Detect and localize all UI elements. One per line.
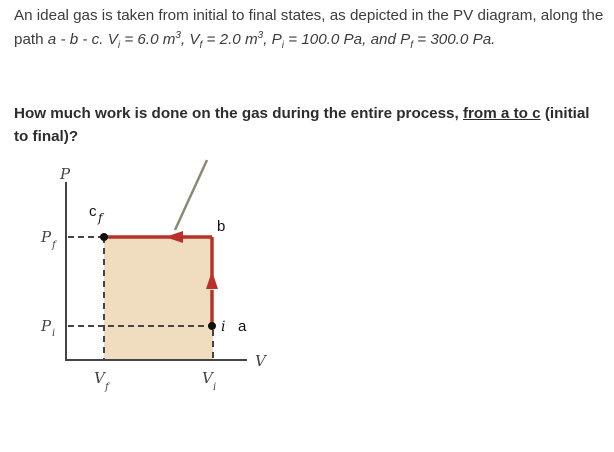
vi-tick-label: V bbox=[202, 369, 213, 387]
problem-path: a - b - c. bbox=[47, 31, 104, 48]
pf-label: P bbox=[400, 31, 411, 48]
point-b-label: b bbox=[217, 218, 226, 235]
vi-label: V bbox=[107, 31, 118, 48]
pi-tick-sub: i bbox=[52, 328, 56, 339]
question-suffix: (initial to final)? bbox=[14, 105, 590, 145]
point-c-label: c bbox=[89, 203, 97, 220]
point-i-label: i bbox=[221, 319, 226, 335]
pf-sub: f bbox=[410, 40, 414, 52]
pi-tick-label: P bbox=[41, 317, 52, 335]
vf-label: V bbox=[189, 31, 200, 48]
pi-sub: i bbox=[281, 40, 285, 52]
vf-tick-sub: f bbox=[105, 382, 109, 393]
point-c-dot bbox=[100, 233, 108, 241]
pf-tick-label: P bbox=[41, 228, 52, 246]
point-f-label: f bbox=[98, 211, 103, 225]
vf-sub: f bbox=[199, 40, 203, 52]
question-link[interactable]: from a to c bbox=[462, 105, 541, 122]
pf-tick-sub: f bbox=[52, 240, 56, 251]
pi-label: P bbox=[271, 31, 282, 48]
problem-statement: An ideal gas is taken from initial to final states, as depicted in the PV diagram, along the path a - b - c. $V_i = 6.0$ $m^3$, $V_f = 2.0$ $m^3$, $P_i = 100.0$ Pa, and $P_f = 300.0$ Pa. bbox=[14, 7, 604, 52]
vf-value: = 2.0 m bbox=[202, 31, 258, 48]
p-axis-label: P bbox=[60, 165, 71, 183]
pf-value: = 300.0 Pa. bbox=[413, 31, 496, 48]
v-axis-label: V bbox=[255, 352, 266, 370]
problem-intro: An ideal gas is taken from initial to final states, as depicted in the PV diagram, along the path bbox=[14, 7, 604, 48]
vi-exp: 3 bbox=[175, 29, 181, 41]
vf-tick-label: V bbox=[94, 369, 105, 387]
vf-exp: 3 bbox=[257, 29, 264, 41]
work-area bbox=[104, 237, 213, 359]
point-a-dot bbox=[208, 322, 216, 330]
vi-tick-sub: i bbox=[213, 382, 217, 393]
question-prefix: How much work is done on the gas during the entire process, bbox=[14, 105, 463, 122]
leader-line bbox=[175, 160, 207, 230]
pi-value: = 100.0 Pa, and bbox=[284, 31, 401, 48]
vi-sub: i bbox=[117, 40, 121, 52]
vi-value: = 6.0 m bbox=[120, 31, 176, 48]
point-a-label: a bbox=[238, 318, 247, 335]
